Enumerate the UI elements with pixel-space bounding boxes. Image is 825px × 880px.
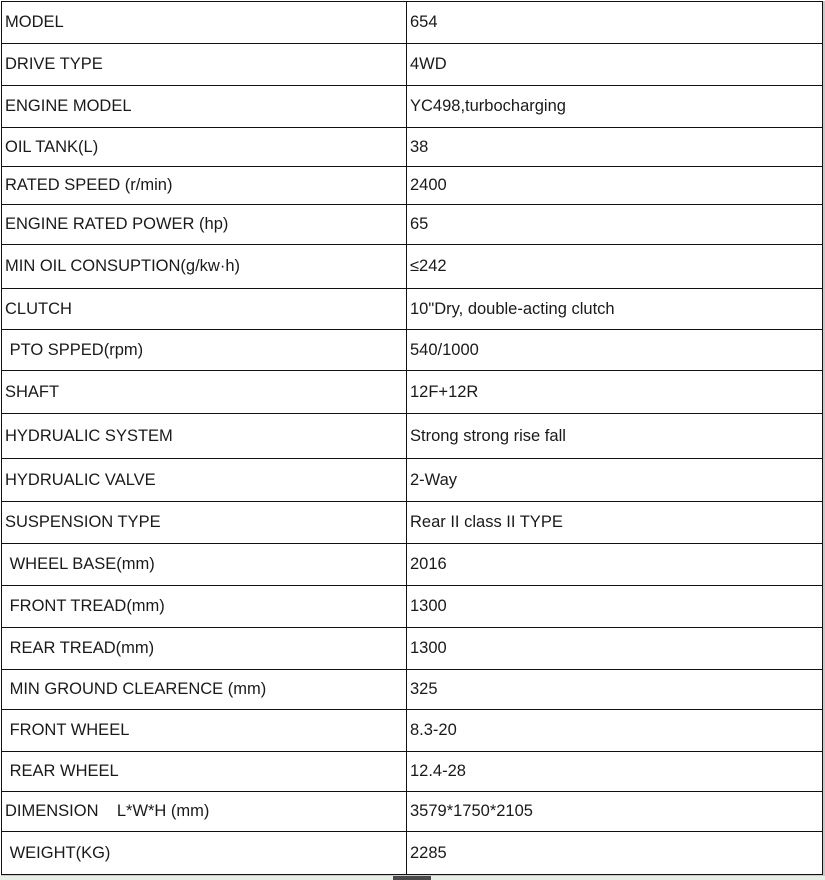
spec-label: MODEL	[2, 2, 407, 44]
spec-value: 1300	[407, 628, 823, 670]
spec-value: ≤242	[407, 245, 823, 289]
table-row	[2, 710, 823, 752]
spec-value: 1300	[407, 586, 823, 628]
spec-value: 4WD	[407, 44, 823, 86]
bottom-edge-mark	[393, 876, 431, 880]
table-row	[2, 752, 823, 792]
spec-label: ENGINE RATED POWER (hp)	[2, 205, 407, 245]
spec-label: DIMENSION L*W*H (mm)	[2, 792, 407, 832]
spec-label: OIL TANK(L)	[2, 128, 407, 167]
table-row	[2, 586, 823, 628]
spec-value: 10"Dry, double-acting clutch	[407, 289, 823, 330]
spec-label: CLUTCH	[2, 289, 407, 330]
spec-label: SUSPENSION TYPE	[2, 502, 407, 544]
spec-value: YC498,turbocharging	[407, 86, 823, 128]
spec-label: MIN OIL CONSUPTION(g/kw·h)	[2, 245, 407, 289]
table-row	[2, 44, 823, 86]
table-row	[2, 502, 823, 544]
spec-label: REAR WHEEL	[2, 752, 407, 792]
spec-table	[1, 1, 823, 875]
spec-value: 2-Way	[407, 459, 823, 502]
table-row	[2, 544, 823, 586]
spec-label: WEIGHT(KG)	[2, 832, 407, 875]
spec-value: 2285	[407, 832, 823, 875]
table-row	[2, 371, 823, 414]
spec-value: 2400	[407, 167, 823, 205]
spec-label: HYDRUALIC SYSTEM	[2, 414, 407, 459]
table-row	[2, 670, 823, 710]
spec-value: 654	[407, 2, 823, 44]
spec-value: Rear II class II TYPE	[407, 502, 823, 544]
spec-value: 3579*1750*2105	[407, 792, 823, 832]
spec-value: 2016	[407, 544, 823, 586]
spec-label: REAR TREAD(mm)	[2, 628, 407, 670]
table-row	[2, 330, 823, 371]
table-row	[2, 414, 823, 459]
table-row	[2, 832, 823, 875]
spec-value: 65	[407, 205, 823, 245]
spec-value: 325	[407, 670, 823, 710]
spec-label: PTO SPPED(rpm)	[2, 330, 407, 371]
spec-value: Strong strong rise fall	[407, 414, 823, 459]
spec-label: FRONT WHEEL	[2, 710, 407, 752]
table-row	[2, 167, 823, 205]
table-row	[2, 792, 823, 832]
spec-value: 38	[407, 128, 823, 167]
table-row	[2, 459, 823, 502]
spec-value: 12F+12R	[407, 371, 823, 414]
spec-label: MIN GROUND CLEARENCE (mm)	[2, 670, 407, 710]
spec-label: ENGINE MODEL	[2, 86, 407, 128]
spec-label: WHEEL BASE(mm)	[2, 544, 407, 586]
table-row	[2, 245, 823, 289]
table-row	[2, 628, 823, 670]
table-row	[2, 289, 823, 330]
table-row	[2, 128, 823, 167]
table-row	[2, 205, 823, 245]
spec-label: HYDRUALIC VALVE	[2, 459, 407, 502]
spec-label: FRONT TREAD(mm)	[2, 586, 407, 628]
spec-value: 12.4-28	[407, 752, 823, 792]
spec-label: RATED SPEED (r/min)	[2, 167, 407, 205]
spec-label: DRIVE TYPE	[2, 44, 407, 86]
table-row	[2, 86, 823, 128]
spec-label: SHAFT	[2, 371, 407, 414]
spec-value: 8.3-20	[407, 710, 823, 752]
table-row	[2, 2, 823, 44]
spec-value: 540/1000	[407, 330, 823, 371]
